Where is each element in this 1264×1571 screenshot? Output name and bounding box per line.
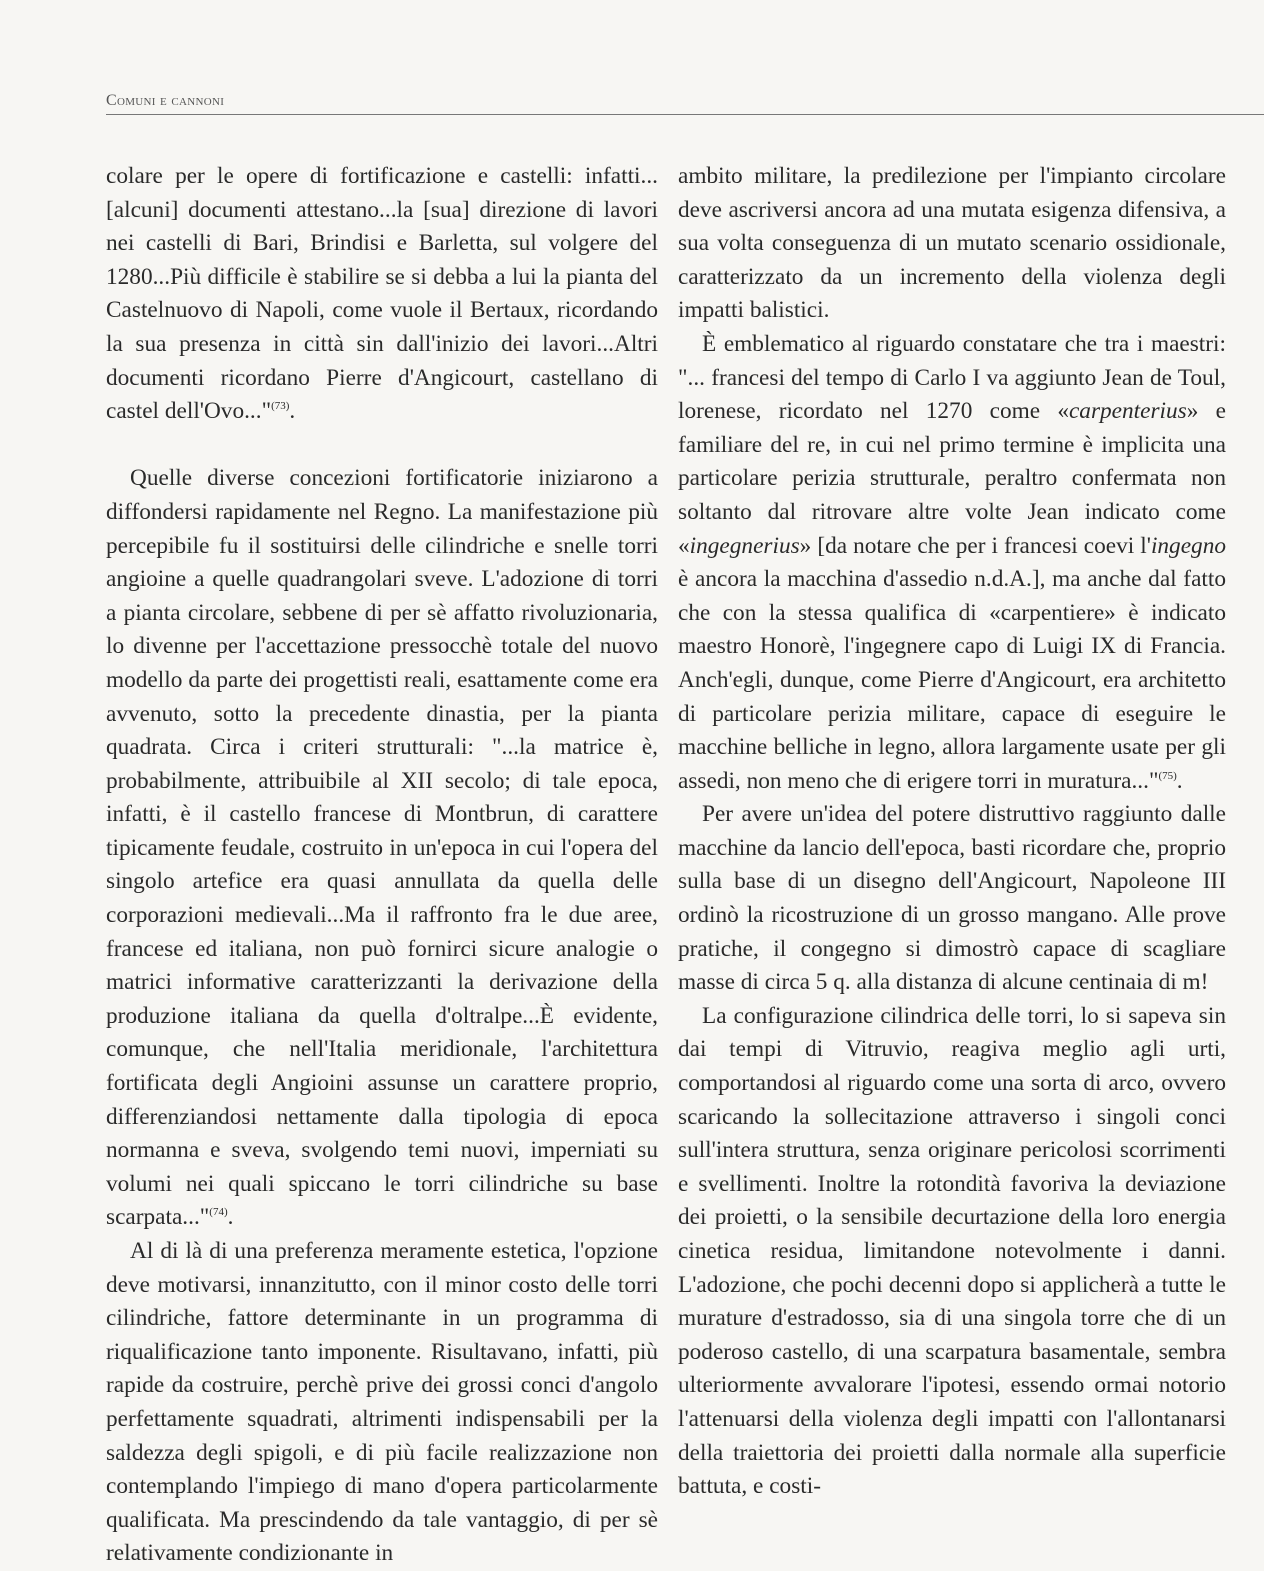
italic-term: ingegno [1150,532,1226,559]
paragraph: ambito militare, la predilezione per l'impianto circolare deve ascriversi ancora ad una mutata esigenza difensiva, a sua volta conseguenza di un mutato scenario ossidionale, caratterizzato da un incremento della violenza degli impatti balistici. [678,163,1226,324]
paragraph-text: Quelle diverse concezioni fortificatorie iniziarono a diffondersi rapidamente nel Regno. La manifestazione più percepibile fu il sostituirsi delle cilindriche e snelle torri angioine a quelle quadrangolari sveve. L'adozione di torri a pianta circolare, sebbene di per sè affatto rivoluzionaria, lo divenne per l'accettazione pressocchè totale del nuovo modello da parte dei progettisti reali, esattamente come era avvenuto, sotto la precedente dinastia, per la pianta quadrata. Circa i criteri strutturali: "...la matrice è, probabilmente, attribuibile al XII secolo; di tale epoca, infatti, è il castello francese di Montbrun, di carattere tipicamente feudale, costruito in un'epoca in cui l'opera del singolo artefice era quasi annullata da quella delle corporazioni medievali...Ma il raffronto fra le due aree, francese ed italiana, non può fornirci sicure analogie o matrici informative caratterizzanti la derivazione della produzione italiana da quella d'oltralpe...È evidente, comunque, che nell'Italia meridionale, l'architettura fortificata degli Angioini assunse un carattere proprio, differenziandosi nettamente dalla tipologia di epoca normanna e sveva, svolgendo temi nuovi, imperniati su volumi nei quali spiccano le torri cilindriche su base scarpata..." [106,465,658,1231]
left-column [106,160,658,1571]
header-rule [106,114,1264,115]
paragraph-end: . [1176,767,1183,794]
paragraph [678,328,1226,798]
paragraph [106,160,658,429]
footnote-ref: (73) [271,400,290,413]
paragraph: La configurazione cilindrica delle torri, lo si sapeva sin dai tempi di Vitruvio, reagiva meglio agli urti, comportandosi al riguardo come una sorta di arco, ovvero scaricando la sollecitazione attraverso i singoli conci sull'intera struttura, senza originare pericolosi scorrimenti e svellimenti. Inoltre la rotondità favoriva la deviazione dei proietti, o la sensibile decurtazione della loro energia cinetica residua, limitandone notevolmente i danni. L'adozione, che pochi decenni dopo si applicherà a tutte le murature d'estradosso, sia di una singola torre che di un poderoso castello, di una scarpatura basamentale, sembra ulteriormente avvalorare l'ipotesi, essendo ormai notorio l'attenuarsi della violenza degli impatti con l'allontanarsi della traiettoria dei proietti dalla normale alla superficie battuta, e costi- [678,1002,1226,1500]
paragraph-text: È emblematico al riguardo constatare che tra i maestri: "... francesi del tempo di Carlo I va aggiunto Jean de Toul, lorenese, ricordato nel 1270 come « [678,330,1226,425]
paragraph-end: . [227,1204,234,1231]
running-title: Comuni e cannoni [106,92,225,109]
paragraph [106,462,658,1235]
paragraph: Per avere un'idea del potere distruttivo raggiunto dalle macchine da lancio dell'epoca, basti ricordare che, proprio sulla base di un disegno dell'Angicourt, Napoleone III ordinò la ricostruzione di un grosso mangano. Alle prove pratiche, il congegno si dimostrò capace di scagliare masse di circa 5 q. alla distanza di alcune centinaia di m! [678,801,1226,996]
paragraph-end: . [289,398,296,425]
paragraph-text: » [da notare che per i francesi coevi l' [799,532,1151,559]
footnote-ref: (75) [1158,769,1177,782]
paragraph: Al di là di una preferenza meramente estetica, l'opzione deve motivarsi, innanzitutto, con il minor costo delle torri cilindriche, fattore determinante in un programma di riqualificazione tanto imponente. Risultavano, infatti, più rapide da costruire, perchè prive dei grossi conci d'angolo perfettamente squadrati, altrimenti indispensabili per la saldezza degli spigoli, e di più facile realizzazione non contemplando l'impiego di mano d'opera particolarmente qualificata. Ma prescindendo da tale vantaggio, di per sè relativamente condizionante in [106,1238,658,1567]
italic-term: ingegnerius [689,532,800,559]
right-column [678,160,1226,1504]
paragraph-text: » e familiare del re, in cui nel primo termine è implicita una particolare perizia strutturale, peraltro confermata non soltanto dal ritrovare altre volte Jean indicato come « [678,398,1226,559]
paragraph-text: è ancora la macchina d'assedio n.d.A.], ma anche dal fatto che con la stessa qualifica di «carpentiere» è indicato maestro Honorè, l'ingegnere capo di Luigi IX di Francia. Anch'egli, dunque, come Pierre d'Angicourt, era architetto di particolare perizia militare, capace di eseguire le macchine belliche in legno, allora largamente usate per gli assedi, non meno che di erigere torri in muratura..." [678,566,1226,794]
footnote-ref: (74) [209,1206,228,1219]
italic-term: carpenterius [1068,398,1187,425]
paragraph-text: colare per le opere di fortificazione e castelli: infatti...[alcuni] documenti attestano...la [sua] direzione di lavori nei castelli di Bari, Brindisi e Barletta, sul volgere del 1280...Più difficile è stabilire se si debba a lui la pianta del Castelnuovo di Napoli, come vuole il Bertaux, ricordando la sua presenza in città sin dall'inizio dei lavori...Altri documenti ricordano Pierre d'Angicourt, castellano di castel dell'Ovo..." [106,163,658,425]
